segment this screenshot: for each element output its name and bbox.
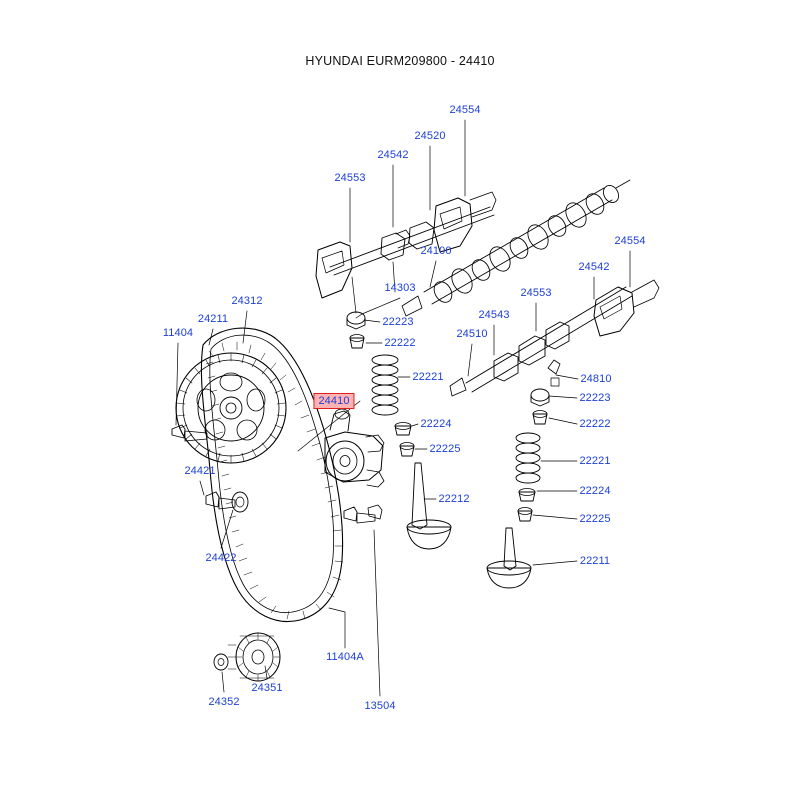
- part-label-22212[interactable]: 22212: [438, 493, 470, 505]
- part-label-24553-right[interactable]: 24553: [520, 287, 552, 299]
- part-label-24351[interactable]: 24351: [251, 682, 283, 694]
- rocker-shaft-assembly-upper: [316, 192, 496, 313]
- part-label-24312[interactable]: 24312: [231, 295, 263, 307]
- part-label-22222-left[interactable]: 22222: [384, 337, 416, 349]
- part-label-22221-left[interactable]: 22221: [412, 371, 444, 383]
- part-label-24542-right[interactable]: 24542: [578, 261, 610, 273]
- part-label-24554-top[interactable]: 24554: [449, 104, 481, 116]
- part-label-24410-highlighted[interactable]: 24410: [313, 393, 354, 409]
- part-label-24543[interactable]: 24543: [478, 309, 510, 321]
- tensioner-pulley: [325, 409, 384, 487]
- part-label-24554-right[interactable]: 24554: [614, 235, 646, 247]
- part-label-24542-top[interactable]: 24542: [377, 149, 409, 161]
- part-label-14303[interactable]: 14303: [384, 282, 416, 294]
- crankshaft-sprocket: [214, 633, 280, 681]
- part-label-22224-left[interactable]: 22224: [420, 418, 452, 430]
- part-label-24520[interactable]: 24520: [414, 130, 446, 142]
- part-label-24422[interactable]: 24422: [205, 552, 237, 564]
- part-label-22221-right[interactable]: 22221: [579, 455, 611, 467]
- valve-assembly-right: [487, 389, 549, 588]
- part-label-24352[interactable]: 24352: [208, 696, 240, 708]
- part-label-24421[interactable]: 24421: [184, 465, 216, 477]
- part-label-11404A[interactable]: 11404A: [326, 651, 364, 663]
- camshaft-sprocket: [176, 353, 286, 463]
- part-label-22223-left[interactable]: 22223: [382, 316, 414, 328]
- part-label-24100[interactable]: 24100: [420, 245, 452, 257]
- part-label-22223-right[interactable]: 22223: [579, 392, 611, 404]
- page-title: HYUNDAI EURM209800 - 24410: [305, 54, 495, 68]
- part-label-22211-right[interactable]: 22211: [579, 555, 611, 567]
- part-label-24553-top[interactable]: 24553: [334, 172, 366, 184]
- part-label-22225-right[interactable]: 22225: [579, 513, 611, 525]
- part-label-22225-left[interactable]: 22225: [429, 443, 461, 455]
- part-label-22224-right[interactable]: 22224: [579, 485, 611, 497]
- part-label-22222-right[interactable]: 22222: [579, 418, 611, 430]
- part-label-24510[interactable]: 24510: [456, 328, 488, 340]
- leader-lines: [176, 120, 630, 696]
- part-label-13504[interactable]: 13504: [364, 700, 396, 712]
- part-label-24810[interactable]: 24810: [580, 373, 612, 385]
- part-label-11404[interactable]: 11404: [162, 327, 194, 339]
- part-label-24211-left[interactable]: 24211: [197, 313, 229, 325]
